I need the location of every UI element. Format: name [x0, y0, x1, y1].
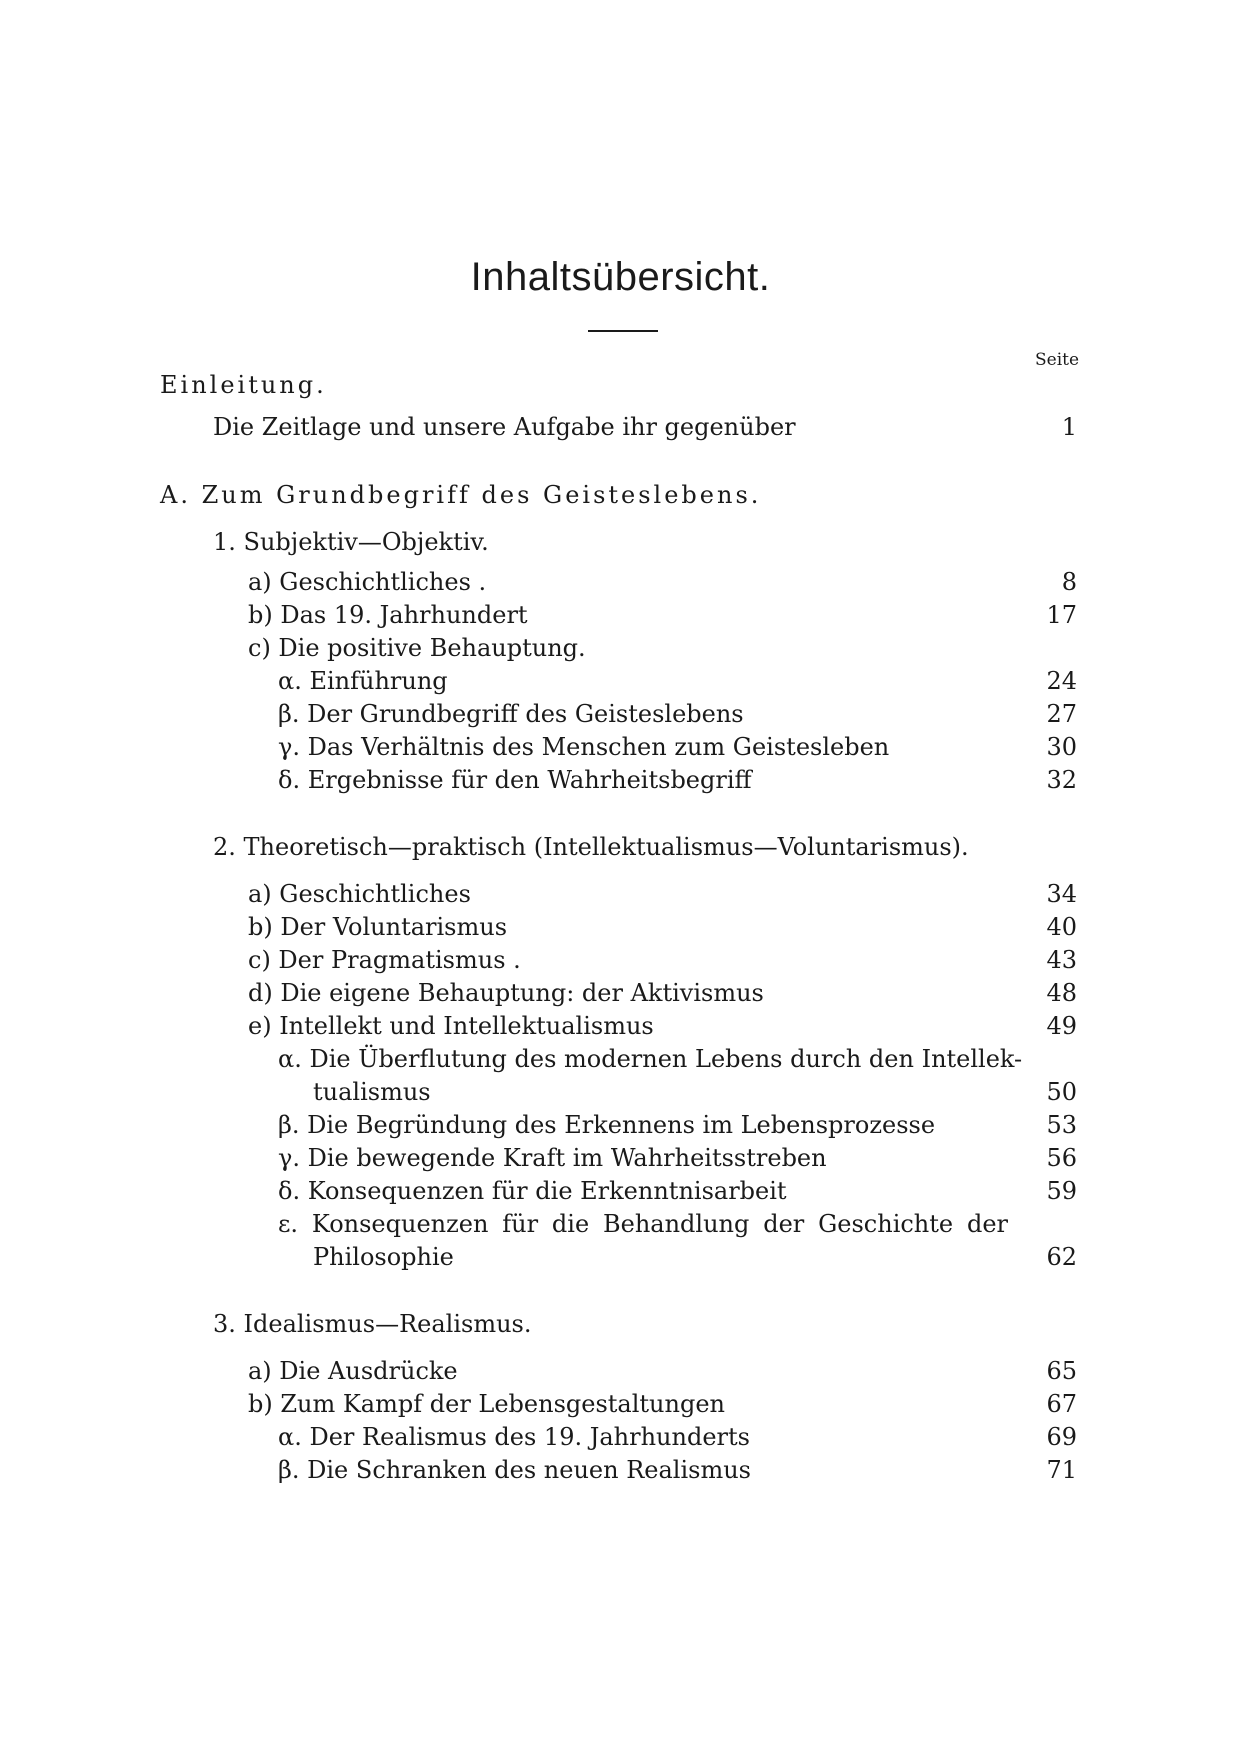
toc-entry-text: δ. Ergebnisse für den Wahrheitsbegriff	[278, 766, 752, 794]
toc-entry-page: 65	[1046, 1357, 1077, 1385]
toc-entry-text: Die Zeitlage und unsere Aufgabe ihr gegenüber	[213, 413, 796, 441]
toc-entry-text: b) Der Voluntarismus	[248, 913, 508, 941]
toc-entry-page: 27	[1046, 700, 1077, 728]
toc-entry-text: e) Intellekt und Intellektualismus	[248, 1012, 654, 1040]
toc-entry-page: 34	[1046, 880, 1077, 908]
toc-entry-page: 50	[1046, 1078, 1077, 1106]
page-title: Inhaltsübersicht.	[470, 255, 771, 299]
toc-entry-text: d) Die eigene Behauptung: der Aktivismus	[248, 979, 764, 1007]
section-1-heading: 1. Subjektiv—Objektiv.	[213, 528, 489, 556]
toc-entry-text: tualismus	[313, 1078, 431, 1106]
toc-entry-text: β. Die Begründung des Erkennens im Lebensprozesse	[278, 1111, 936, 1139]
toc-entry-page: 24	[1046, 667, 1077, 695]
toc-entry-text: β. Die Schranken des neuen Realismus	[278, 1456, 751, 1484]
toc-entry-page: 53	[1046, 1111, 1077, 1139]
toc-entry-page: 8	[1061, 568, 1077, 596]
toc-entry-page: 56	[1046, 1144, 1077, 1172]
seite-label: Seite	[1035, 350, 1080, 370]
toc-entry-page: 32	[1046, 766, 1077, 794]
toc-entry-text: α. Die Überflutung des modernen Lebens durch den Intellek-	[278, 1045, 1023, 1073]
toc-entry-page: 17	[1046, 601, 1077, 629]
toc-entry-page: 62	[1046, 1243, 1077, 1271]
toc-entry-page: 43	[1046, 946, 1077, 974]
toc-entry-text: a) Geschichtliches .	[248, 568, 487, 596]
toc-entry-text: γ. Das Verhältnis des Menschen zum Geistesleben	[278, 733, 890, 761]
toc-entry-text: b) Das 19. Jahrhundert	[248, 601, 528, 629]
toc-entry-text: α. Einführung	[278, 667, 448, 695]
title-rule	[588, 330, 658, 332]
einleitung-heading: Einleitung.	[160, 371, 327, 399]
toc-entry-text: β. Der Grundbegriff des Geisteslebens	[278, 700, 744, 728]
toc-entry-text: b) Zum Kampf der Lebensgestaltungen	[248, 1390, 725, 1418]
toc-entry-page: 59	[1046, 1177, 1077, 1205]
toc-entry-text: ε. Konsequenzen für die Behandlung der Geschichte der	[278, 1210, 1008, 1238]
part-a-heading: A. Zum Grundbegriff des Geisteslebens.	[160, 481, 762, 509]
toc-entry-text: a) Geschichtliches	[248, 880, 471, 908]
toc-entry-text: Philosophie	[313, 1243, 454, 1271]
toc-entry-page: 40	[1046, 913, 1077, 941]
toc-entry-page: 67	[1046, 1390, 1077, 1418]
section-2-heading: 2. Theoretisch—praktisch (Intellektualismus—Voluntarismus).	[213, 833, 969, 861]
toc-entry-text: c) Der Pragmatismus .	[248, 946, 521, 974]
toc-entry-text: α. Der Realismus des 19. Jahrhunderts	[278, 1423, 750, 1451]
toc-entry-page: 69	[1046, 1423, 1077, 1451]
toc-entry-page: 1	[1061, 413, 1077, 441]
toc-entry-text: δ. Konsequenzen für die Erkenntnisarbeit	[278, 1177, 787, 1205]
toc-entry-page: 30	[1046, 733, 1077, 761]
toc-entry-text: γ. Die bewegende Kraft im Wahrheitsstreben	[278, 1144, 827, 1172]
toc-entry-page: 48	[1046, 979, 1077, 1007]
toc-entry-page: 49	[1046, 1012, 1077, 1040]
toc-entry-page: 71	[1046, 1456, 1077, 1484]
section-3-heading: 3. Idealismus—Realismus.	[213, 1310, 532, 1338]
toc-entry-text: c) Die positive Behauptung.	[248, 634, 586, 662]
toc-entry-text: a) Die Ausdrücke	[248, 1357, 458, 1385]
